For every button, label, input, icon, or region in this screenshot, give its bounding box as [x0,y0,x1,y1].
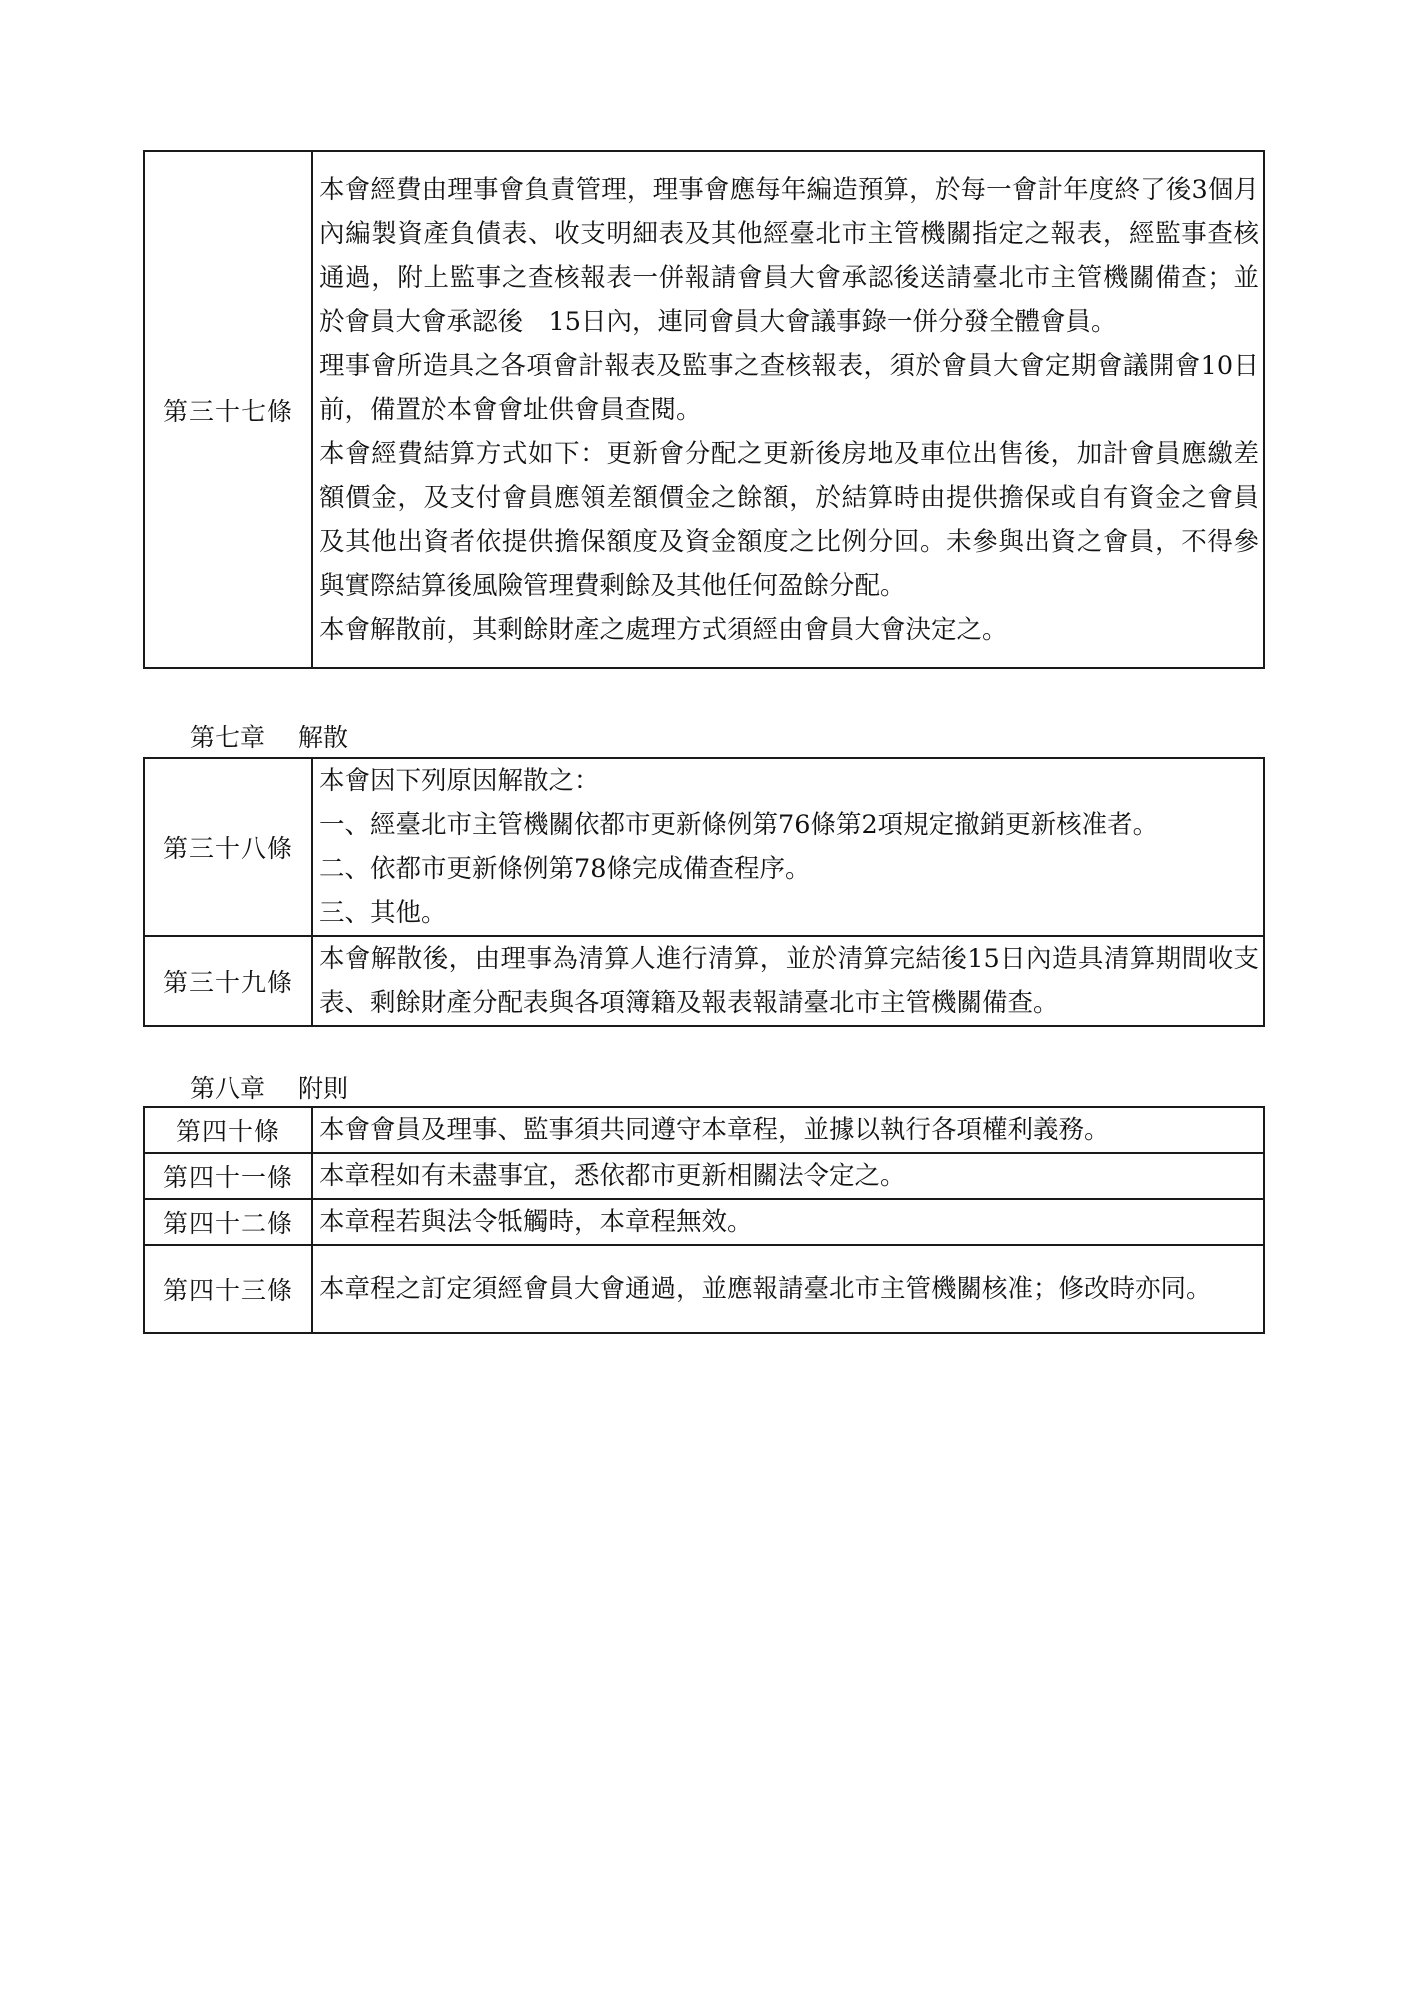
article-body [312,936,1264,1026]
article-paragraph: 本章程若與法令牴觸時，本章程無效。 [319,1207,753,1237]
table-row [144,936,1264,1026]
article-number: 第三十八條 [144,758,312,936]
article-paragraph: 一、經臺北市主管機關依都市更新條例第76條第2項規定撤銷更新核准者。 [319,810,1159,840]
chapter-heading: 第七章 解散 [190,723,348,752]
article-number: 第四十三條 [144,1245,312,1333]
table-row [144,1153,1264,1199]
article-number: 第三十九條 [144,936,312,1026]
article-number: 第四十二條 [144,1199,312,1245]
article-paragraph: 理事會所造具之各項會計報表及監事之查核報表，須於會員大會定期會議開會10日前，備置於本會會址供會員查閱。 [319,350,1259,425]
chapter-heading: 第八章 附則 [190,1074,348,1103]
table-row [144,758,1264,936]
article-body [312,1199,1264,1245]
article-body [312,1107,1264,1153]
article-paragraph: 本章程如有未盡事宜，悉依都市更新相關法令定之。 [319,1161,906,1191]
article-paragraph: 二、依都市更新條例第78條完成備查程序。 [319,854,811,884]
article-37-table [143,150,1265,669]
table-row [144,1107,1264,1153]
article-paragraph: 本會經費由理事會負責管理，理事會應每年編造預算，於每一會計年度終了後3個月內編製資產負債表、收支明細表及其他經臺北市主管機關指定之報表，經監事查核通過，附上監事之查核報表一併報請會員大會承認後送請臺北市主管機關備查；並於會員大會承認後 15日內，連同會員大會議事錄一併分發全體會員。 [319,174,1259,337]
article-paragraph: 本會會員及理事、監事須共同遵守本章程，並據以執行各項權利義務。 [319,1115,1110,1145]
article-body [312,1245,1264,1333]
article-number: 第四十條 [144,1107,312,1153]
articles-40-43-table [143,1106,1265,1334]
table-row [144,151,1264,668]
article-number: 第三十七條 [144,151,312,668]
article-paragraph: 三、其他。 [319,898,447,928]
article-paragraph: 本會經費結算方式如下：更新會分配之更新後房地及車位出售後，加計會員應繳差額價金，及支付會員應領差額價金之餘額，於結算時由提供擔保或自有資金之會員及其他出資者依提供擔保額度及資金額度之比例分回。未參與出資之會員，不得參與實際結算後風險管理費剩餘及其他任何盈餘分配。 [319,438,1259,601]
article-paragraph: 本會因下列原因解散之： [319,766,600,796]
article-body [312,758,1264,936]
article-paragraph: 本章程之訂定須經會員大會通過，並應報請臺北市主管機關核准；修改時亦同。 [319,1274,1212,1304]
table-row [144,1199,1264,1245]
article-body [312,1153,1264,1199]
articles-38-39-table [143,757,1265,1027]
article-body [312,151,1264,668]
article-paragraph: 本會解散後，由理事為清算人進行清算，並於清算完結後15日內造具清算期間收支表、剩餘財產分配表與各項簿籍及報表報請臺北市主管機關備查。 [319,944,1259,1018]
article-number: 第四十一條 [144,1153,312,1199]
table-row [144,1245,1264,1333]
article-paragraph: 本會解散前，其剩餘財產之處理方式須經由會員大會決定之。 [319,614,1008,645]
